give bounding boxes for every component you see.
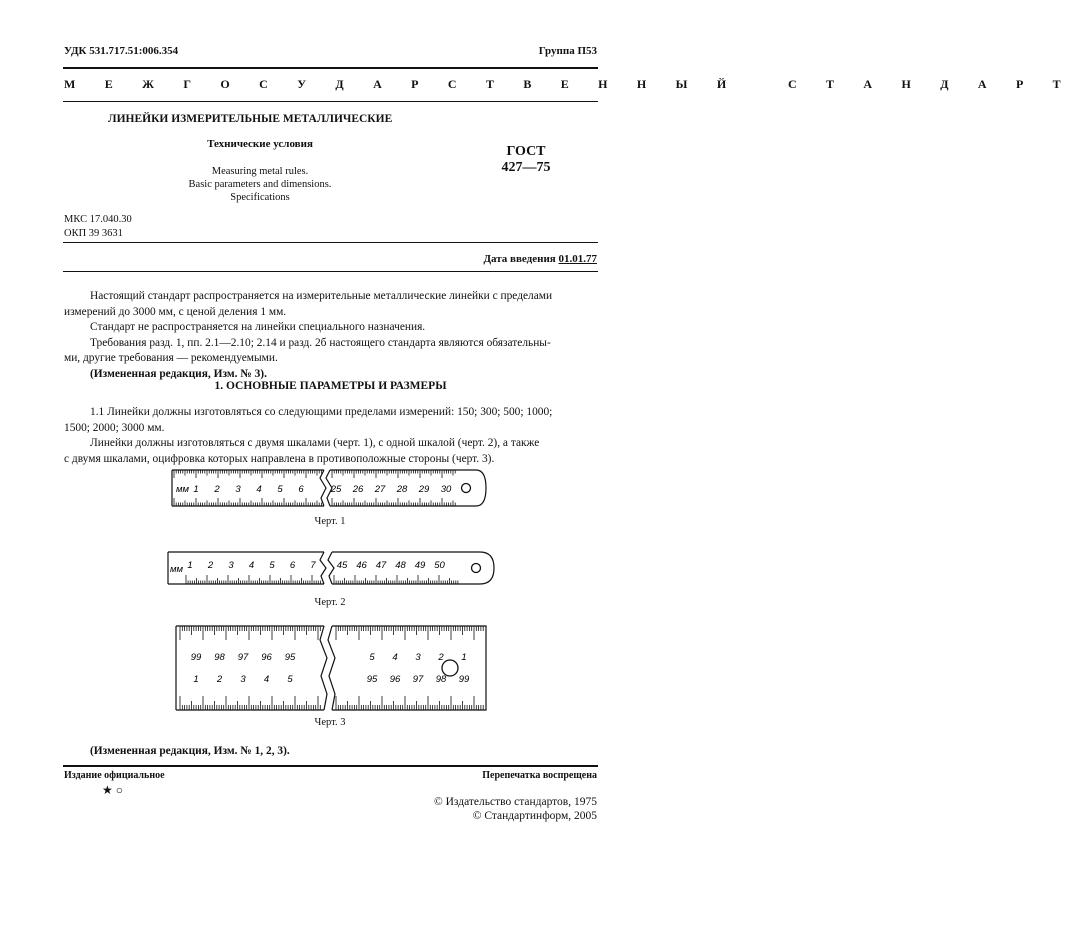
- fig2-number: 5: [269, 560, 275, 571]
- fig2-number: 2: [207, 560, 214, 571]
- fig3-number: 98: [435, 674, 447, 685]
- fig3-number: 95: [284, 652, 296, 663]
- fig3-number: 4: [263, 674, 270, 685]
- fig2-number: 7: [310, 560, 316, 571]
- fig1-number: 27: [374, 484, 386, 495]
- fig2-number: 49: [414, 560, 426, 571]
- udk-code: УДК 531.717.51:006.354: [64, 45, 179, 57]
- fig1-number: 4: [256, 484, 262, 495]
- fig3-number: 3: [415, 652, 421, 663]
- document-subtitle: Технические условия: [207, 138, 313, 150]
- fig2-number: 4: [248, 560, 255, 571]
- intro-text: Настоящий стандарт распространяется на измерительные металлические линейки с пределами измерений до 3000 мм, с ценой деления 1 мм. Стандарт не распространяется на линейки специального назначения. Требования разд. 1, пп. 2.1—2.10; 2.14 и разд. 2б настоящего стандарта являются обязательны- ми, другие требования — рекомендуемыми. (Измененная редакция, Изм. № 3).: [64, 290, 553, 380]
- amendment-note: (Измененная редакция, Изм. № 1, 2, 3).: [90, 745, 290, 757]
- footer-rule: [63, 765, 598, 767]
- figure-2-caption: Черт. 2: [314, 597, 346, 608]
- fig3-number: 5: [369, 652, 375, 663]
- fig3-number: 95: [366, 674, 378, 685]
- fig3-number: 99: [190, 652, 202, 663]
- date-rule: [63, 271, 598, 272]
- fig3-number: 1: [461, 652, 467, 663]
- section-heading: 1. ОСНОВНЫЕ ПАРАМЕТРЫ И РАЗМЕРЫ: [214, 380, 447, 392]
- fig2-number: 3: [228, 560, 234, 571]
- fig1-number: 3: [235, 484, 241, 495]
- fig3-number: 98: [214, 652, 225, 663]
- group-code: Группа П53: [538, 45, 597, 57]
- fig1-number: 5: [277, 484, 283, 495]
- fig3-number: 5: [287, 674, 293, 685]
- official-edition: Издание официальное: [64, 770, 165, 781]
- fig1-number: 6: [298, 484, 304, 495]
- figure-3-ruler: [174, 622, 490, 714]
- fig1-unit: мм: [176, 484, 190, 495]
- mks-code: МКС 17.040.30: [64, 214, 132, 225]
- fig2-number: 6: [289, 560, 296, 571]
- figure-2-ruler: [164, 546, 498, 592]
- fig1-number: 26: [352, 484, 364, 495]
- fig3-number: 2: [216, 674, 223, 685]
- fig3-number: 2: [438, 652, 444, 663]
- fig3-number: 3: [240, 674, 246, 685]
- section-text: 1.1 Линейки должны изготовляться со следующими пределами измерений: 150; 300; 500; 1000; 1500; 2000; 3000 мм. Линейки должны изготовляться с двумя шкалами (черт. 1), с одной шкалой (черт. 2), а также с двумя шкалами, оцифровка которых направлена в противоположные стороны (черт. 3).: [64, 406, 553, 465]
- okp-code: ОКП 39 3631: [64, 227, 123, 239]
- intro-date: Дата введения 01.01.77: [483, 253, 597, 265]
- classification-codes: [64, 213, 132, 240]
- fig2-number: 46: [356, 560, 367, 571]
- title-rule: [63, 242, 598, 243]
- copyright: © Издательство стандартов, 1975 © Стандартинформ, 2005: [433, 796, 597, 822]
- standard-type: М Е Ж Г О С У Д А Р С Т В Е Н Н Ы Й С Т А Н Д А Р Т: [64, 77, 1074, 91]
- fig3-number: 4: [392, 652, 398, 663]
- fig3-number: 96: [261, 652, 272, 663]
- figure-1-caption: Черт. 1: [314, 516, 346, 527]
- top-rule-2: [63, 101, 598, 102]
- fig3-number: 96: [389, 674, 401, 685]
- figure-3-caption: Черт. 3: [314, 717, 346, 728]
- figure-1-ruler: [166, 466, 492, 512]
- english-title: Measuring metal rules. Basic parameters and dimensions. Specifications: [188, 166, 332, 203]
- fig3-number: 99: [458, 674, 470, 685]
- fig1-number: 2: [214, 484, 220, 495]
- fig1-number: 25: [330, 484, 342, 495]
- fig3-number: 97: [237, 652, 249, 663]
- fig1-number: 28: [396, 484, 408, 495]
- fig2-hole: [472, 564, 481, 573]
- document-title: ЛИНЕЙКИ ИЗМЕРИТЕЛЬНЫЕ МЕТАЛЛИЧЕСКИЕ: [108, 113, 393, 125]
- fig1-number: 30: [440, 484, 452, 495]
- fig3-number: 1: [193, 674, 199, 685]
- fig3-number: 97: [412, 674, 424, 685]
- fig1-number: 1: [193, 484, 199, 495]
- fig2-right-numbers: [337, 560, 446, 571]
- fig1-number: 29: [418, 484, 430, 495]
- fig2-number: 1: [187, 560, 193, 571]
- fig2-number: 48: [395, 560, 406, 571]
- fig1-hole: [462, 484, 471, 493]
- fig2-number: 47: [375, 560, 387, 571]
- fig2-left-numbers: [187, 560, 316, 571]
- fig2-number: 50: [434, 560, 445, 571]
- fig2-number: 45: [336, 560, 348, 571]
- top-rule: [63, 67, 598, 69]
- fig1-right-numbers: [330, 484, 452, 495]
- fig3-body: [176, 626, 486, 710]
- fig1-left-numbers: [193, 484, 304, 495]
- edition-marks: ★ ○: [102, 783, 124, 797]
- reprint-prohibited: Перепечатка воспрещена: [482, 770, 597, 781]
- fig2-body: [168, 552, 494, 584]
- gost-number: ГОСТ 427—75: [501, 144, 551, 175]
- fig2-unit: мм: [170, 564, 184, 575]
